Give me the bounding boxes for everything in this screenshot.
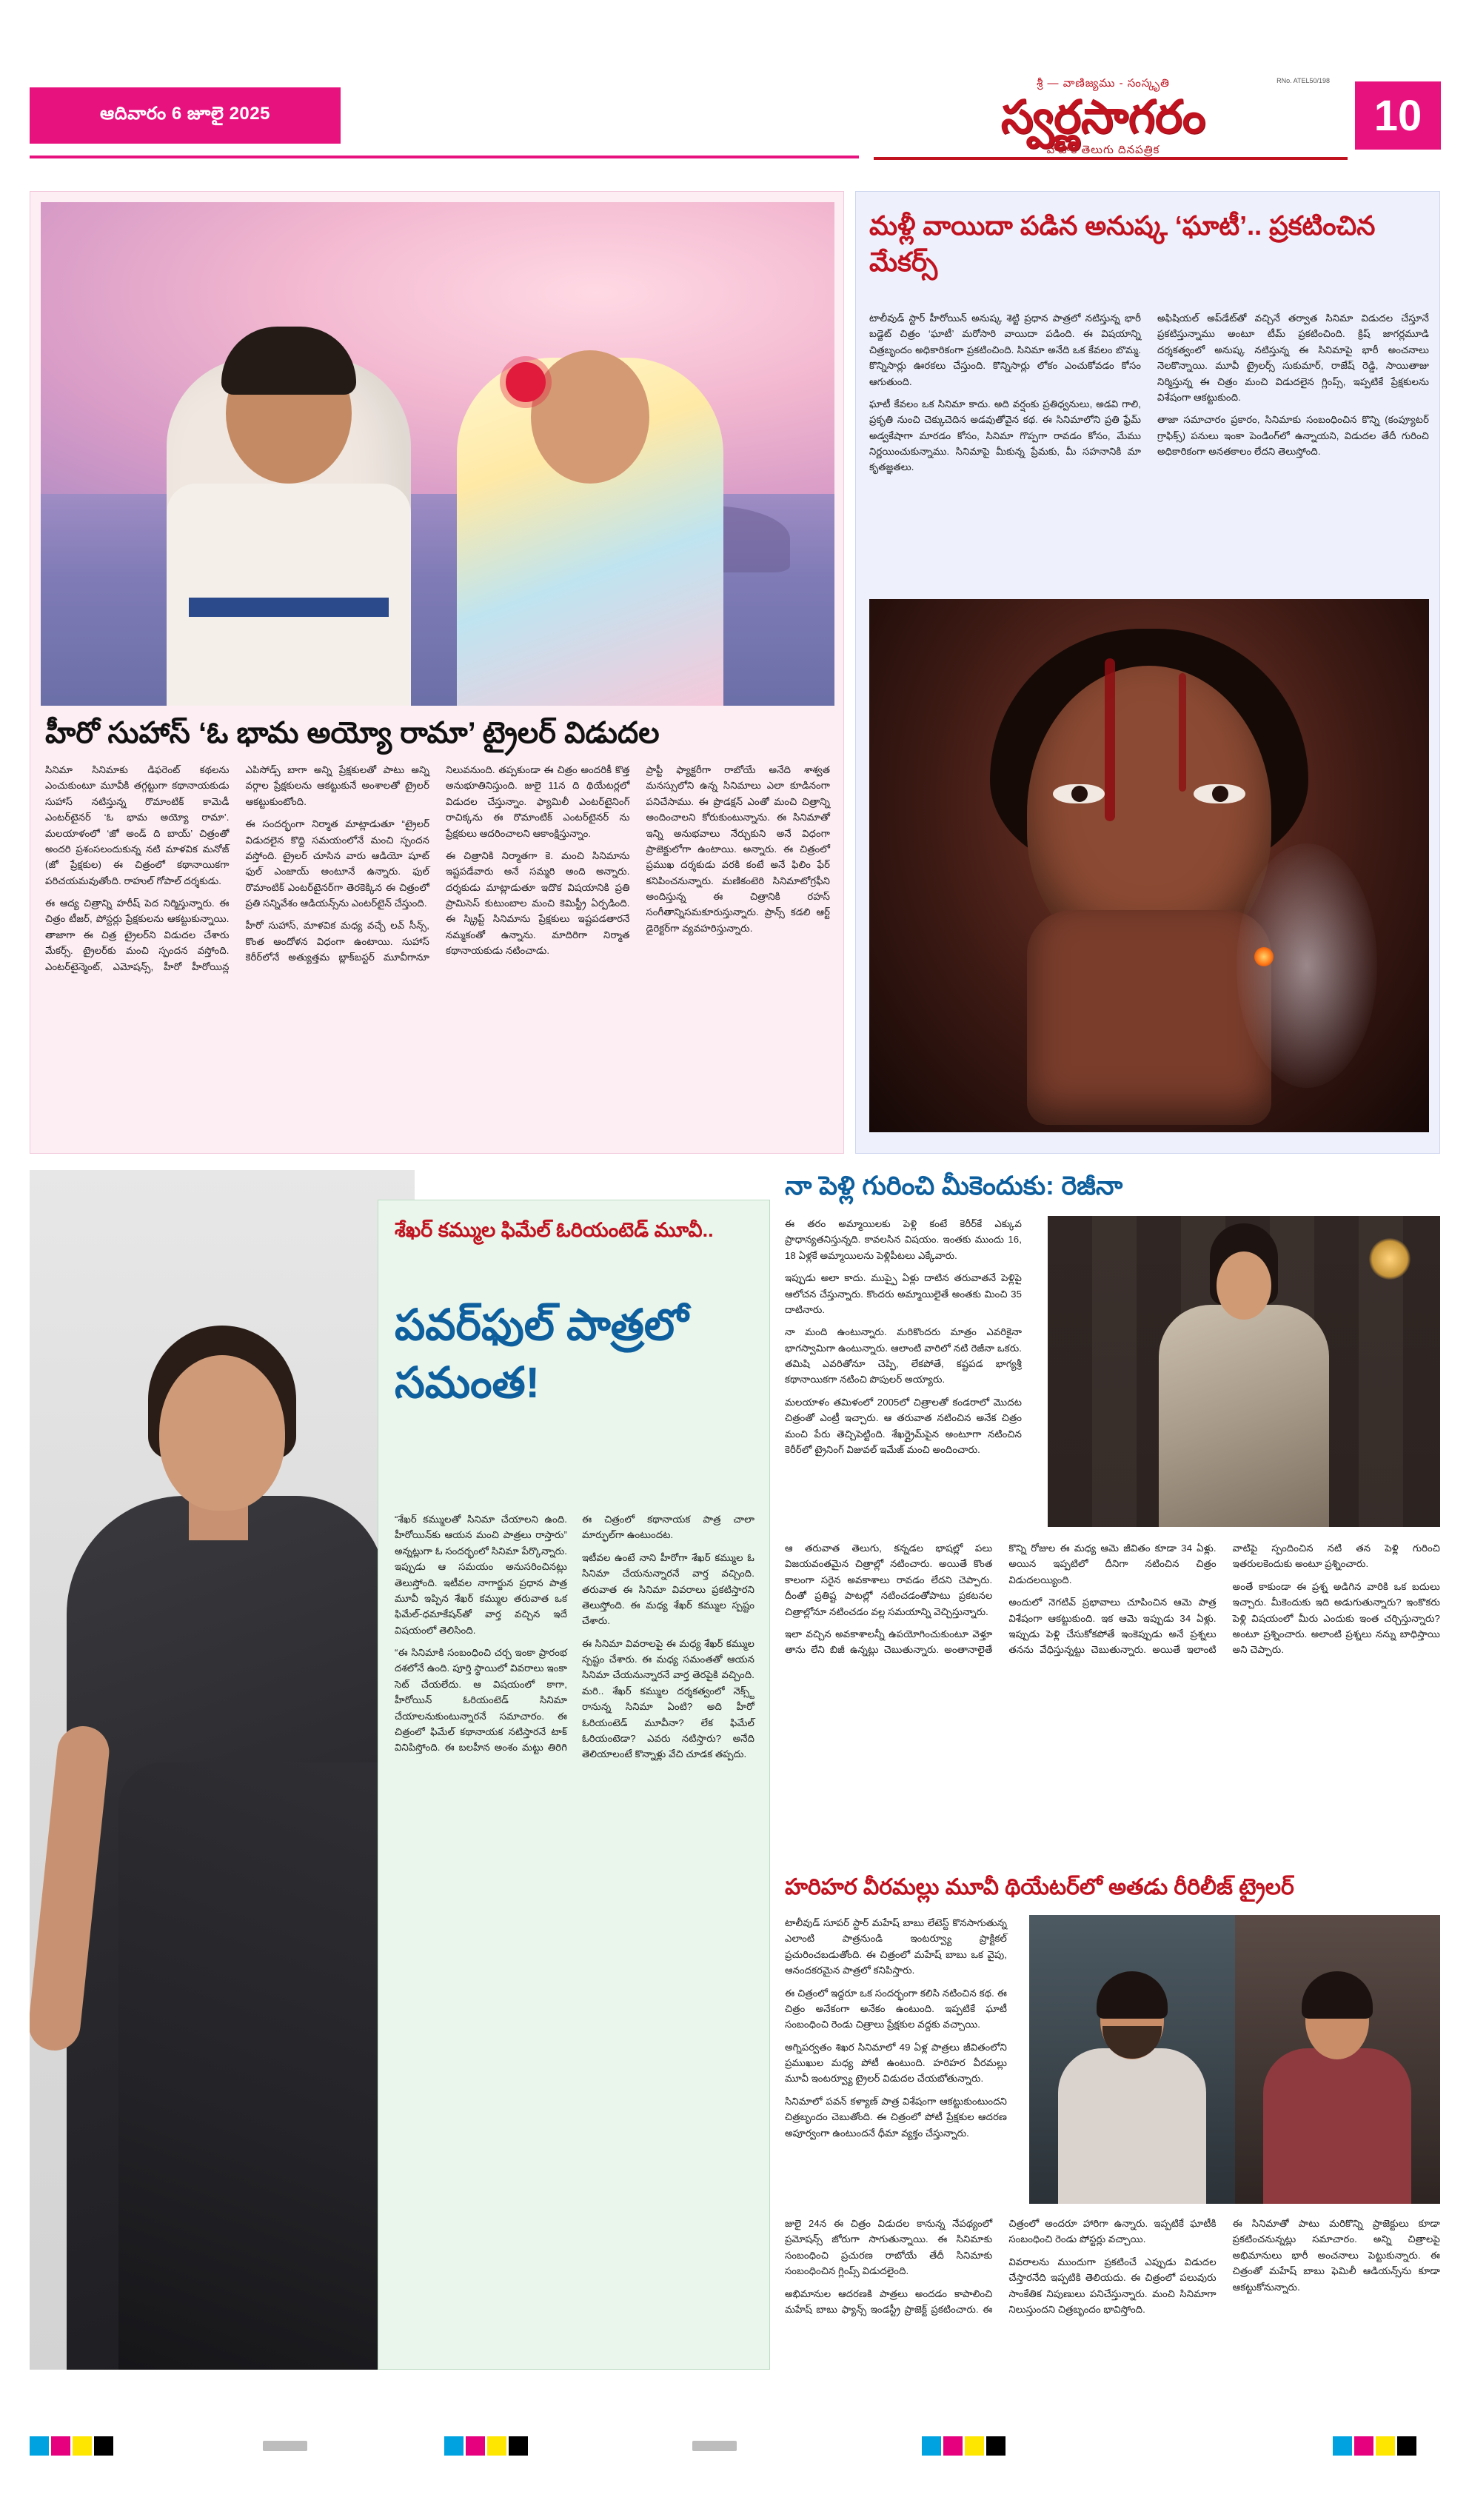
article-harihara-veeramallu [785,1874,1440,2422]
body-harihara-top [785,1915,1007,2204]
paragraph: ఇప్పుడు అలా కాదు. ముప్పై ఏళ్లు దాటిన తరువాతనే పెళ్లిపై ఆలోచన చేస్తున్నారు. కొందరు అమ్మాయిలైతే అంతకు మించి 35 దాటినారు. [785,1272,1022,1315]
logo-registration-code: RNo. ATEL50/198 [1276,77,1330,84]
paragraph: ఆ తరువాత తెలుగు, కన్నడల భాషల్లో పలు విజయవంతమైన చిత్రాల్లో నటించారు. అయితే కొంత కాలంగా సరైన అవకాశాలు రావడం లేదని చెప్పారు. దీంతో ప్రతిష్ట పాటల్లో నటించడంతోపాటు ప్రకటనల చిత్రాల్లోనూ నటించడం వల్ల సమయాన్ని వెచ్చిస్తున్నారు. [785,1543,993,1617]
photo-pupil-left [1071,786,1088,802]
page-number: 10 [1355,81,1441,150]
headline-samantha: పవర్‌ఫుల్ పాత్రలో సమంత! [395,1301,689,1407]
photo-hand [1027,910,1271,1125]
masthead-rule-left [30,156,859,158]
headline-regina: నా పెళ్లి గురించి మీకెందుకు: రెజీనా [785,1172,1123,1200]
photo-pupil-right [1212,786,1228,802]
logo-top-line: శ్రీ — వాణిజ్యము - సంస్కృతి [1037,77,1170,90]
paragraph: ఈ సందర్భంగా నిర్మాత మాట్లాడుతూ “ట్రైలర్ విడుదలైన కొద్ది సమయంలోనే మంచి స్పందన వస్తోంది. ట్రైలర్ చూసిన వారు ఆడియో షూట్ ఫుల్ ఎంజాయ్ అంటూనే ఉన్నారు. ఫుల్ రొమాంటిక్ ఎంటర్‌టైనర్‌గా తెరకెక్కిన ఈ చిత్రంలో ప్రతి సన్నివేశం ఆడియన్స్‌ను ఎంటర్‌టైన్ చేస్తుంది. [245,818,429,909]
paragraph: సినిమా సినిమాకు డిఫరెంట్ కథలను ఎంచుకుంటూ మూవీకి తగ్గట్టుగా కథానాయకుడు సుహాస్ నటిస్తున్న రొమాంటిక్ కామెడీ ఎంటర్‌టైనర్ ‘ఓ భామ అయ్యో రామా’. మలయాళంలో ‘జో అండ్ ది బాయ్’ చిత్రంతో అందరి ప్రశంసలందుకున్న నటి మాళవిక మనోజ్ (జో ప్రేక్షకుల) ఈ చిత్రంలో కథానాయికగా పరిచయమవుతోంది. రాహుల్ గోపాల్ దర్శకుడు. [45,764,230,886]
color-swatch-black [986,2436,1005,2456]
body-samantha [395,1511,754,2348]
color-bar-group-3 [922,2436,1008,2456]
color-bar-group-1 [30,2436,116,2456]
photo-regina [1048,1216,1440,1527]
color-swatch-yellow [1376,2436,1395,2456]
paragraph: ఈ సినిమాతో పాటు మరికొన్ని ప్రాజెక్టులు కూడా ప్రకటించనున్నట్లు సమాచారం. అన్ని చిత్రాలపై అభిమానులు భారీ అంచనాలు పెట్టుకున్నారు. ఈ చిత్రంతో మహేష్ బాబు ఫెమిలీ ఆడియన్స్‌ను కూడా ఆకట్టుకోనున్నారు. [1232,2218,1440,2293]
color-swatch-magenta [1354,2436,1373,2456]
logo-tagline: వాహక తెలుగు దినపత్రిక [1046,144,1160,157]
photo-suhas-malavika [41,202,834,706]
registration-bar [692,2441,737,2451]
photo-actress-head [531,350,649,484]
color-swatch-cyan [30,2436,49,2456]
headline-suhas-trailer: హీరో సుహాస్ ‘ఓ భామ అయ్యో రామా’ ట్రైలర్ విడుదల [45,717,660,749]
color-swatch-magenta [51,2436,70,2456]
registration-bar [263,2441,307,2451]
photo-hair [1302,1971,1373,2019]
color-swatch-yellow [73,2436,92,2456]
paragraph: ఇటీవల ఉంటే నాని హీరోగా శేఖర్ కమ్ముల ఓ సినిమా చేయనున్నారనే వార్త వచ్చింది. తరువాత ఈ సినిమా వివరాలు ప్రకటిస్తారని తెలుస్తోంది. ఈ మధ్య శేఖర్ కమ్ముల స్పష్టం చేశారు. [582,1551,754,1627]
color-swatch-black [1397,2436,1416,2456]
photo-head [1217,1251,1271,1320]
newspaper-logo [874,77,1333,157]
body-regina-bottom [785,1540,1440,1836]
photo-hair-flower [506,362,546,402]
article-samantha [30,1170,770,2414]
photo-torso [1263,2048,1411,2204]
photo-body [1159,1305,1329,1527]
paragraph: ఈ చిత్రానికి నిర్మాతగా కె. మంచి సినిమాను ఇష్టపడేవారు అనే సమ్మరి అంది అన్నారు. దర్శకుడు మాట్లాడుతూ ఇదొక విషయానికి ప్రతి ప్రామిసెస్ కుటుంబాల మంచి కెమిస్ట్రీ ఏర్పడింది. ఈ స్క్రిప్ట్ సినిమాను ప్రేక్షకులు ఇష్టపడతారనే నమ్మకంతో ఉన్నాను. మాదిరిగా నిర్మాత కథానాయకుడు నటించాడు. [446,849,630,957]
paragraph: సినిమాలో పవన్ కళ్యాణ్ పాత్ర విశేషంగా ఆకట్టుకుంటుందని చిత్రబృందం చెబుతోంది. ఈ చిత్రంలో పోటీ ప్రేక్షకుల ఆదరణ అపూర్వంగా ఉంటుందనే ధీమా వ్యక్తం చేస్తున్నారు. [785,2095,1007,2139]
photo-lamp [1369,1238,1411,1280]
color-registration-bars [0,2436,1469,2481]
color-swatch-cyan [1333,2436,1352,2456]
paragraph: ఈ సినిమా వివరాలపై ఈ మధ్య శేఖర్ కమ్ముల స్పష్టం చేశారు. ఈ మధ్య సమంతతో ఆయన సినిమా చేయనున్నారనే వార్త తెరపైకి వచ్చింది. మరి.. శేఖర్ కమ్ముల దర్శకత్వంలో నెక్స్ట్ రానున్న సినిమా ఏంటి? అది హీరో ఓరియంటెడ్ మూవీనా? లేక ఫిమేల్ ఓరియంటెడా? ఎవరు నటిస్తారు? అనేది తెలియాలంటే కొన్నాళ్లు వేచి చూడక తప్పదు. [582,1637,754,1760]
date-band [30,87,341,144]
article-regina [785,1170,1440,1862]
photo-blood-streak-right [1179,673,1186,792]
paragraph: నా మంది ఉంటున్నారు. మరికొందరు మాత్రం ఎవరికైనా భాగస్వామిగా ఉంటున్నారు. ఆలాంటి వారిలో నటి రెజీనా ఒకరు. తమిషి ఎవరితోనూ చెప్పి, లేకపోతే, కష్టపడ భాగ్యశ్రీ కథానాయికగా నటించి పొపులర్ అయ్యారు. [785,1326,1022,1386]
photo-actor-shirt-stripe [189,598,389,617]
color-bar-group-2 [444,2436,530,2456]
headline-harihara-veeramallu: హరిహర వీరమల్లు మూవీ థియేటర్‌లో అతడు రీరిలీజ్ ట్రైలర్ [785,1875,1294,1899]
paragraph: వివరాలను ముందుగా ప్రకటించే ఎప్పుడు విడుదల చేస్తారనేది ఇప్పటికి తెలియదు. ఈ చిత్రంలో పలువురు సాంకేతిక నిపుణులు పనిచేస్తున్నారు. మంచి సినిమాగా నిలుస్తుందని చిత్రబృందం భావిస్తోంది. [1008,2256,1217,2315]
color-swatch-black [94,2436,113,2456]
photo-actor-shirt [167,484,411,706]
color-swatch-black [509,2436,528,2456]
registration-mark-2 [692,2436,737,2451]
photo-samantha [30,1170,415,2370]
photo-torso [1058,2048,1206,2204]
paragraph: “ఈ సినిమాకి సంబంధించి చర్చ ఇంకా ప్రారంభ దశలోనే ఉంది. పూర్తి స్థాయిలో వివరాలు ఇంకా సెట్ చేయలేదు. ఆ విషయంలో కాగా, హీరోయిన్ ఓరియంటెడ్ సినిమా చేయాలనుకుంటున్నారనే సమాచారం. ఈ చిత్రంలో ఫిమేల్ కథానాయక నటిస్తారనే టాక్ వినిపిస్తోంది. ఈ బలహీన అంశం మట్టు తిరిగి ఈ చిత్రంలో కథానాయక పాత్ర చాలా మార్ఫుల్‌గా ఉంటుందట. [395,1514,754,1754]
photo-head [159,1355,285,1511]
samantha-text-box [378,1200,770,2370]
paragraph: ఇలా వచ్చిన అవకాశాలన్నీ ఉపయోగించుకుంటూ వెళ్తూ తాను లేని బిజీ ఉన్నట్లు చెబుతున్నారు. అంతానాలైతే కొన్ని రోజుల ఈ మధ్య ఆమె జీవితం కూడా 34 ఏళ్లు. అయిన ఇప్పటిలో దీనిగా నటించిన చిత్రం విడుదలయ్యింది. [785,1543,1217,1656]
color-swatch-magenta [466,2436,485,2456]
issue-date: ఆదివారం 6 జూలై 2025 [100,103,270,124]
paragraph: “శేఖర్ కమ్ములతో సినిమా చేయాలని ఉంది. హీరోయిన్‌కు ఆయన మంచి పాత్రలు రాస్తారు” అన్నట్లుగా ఓ సందర్భంలో సినిమా పేర్కొన్నారు. ఇప్పుడు ఆ సమయం అనుసరించినట్లు తెలుస్తోంది. ఇటీవల నాగార్జున ప్రధాన పాత్ర మూవీ ఇప్పిన శేఖర్ కమ్ముల తరువాత ఒక ఫిమేల్-ధమాకేషన్‌తో వార్త వచ్చిన ఇదే విషయంలో తెలిసింది. [395,1514,567,1636]
paragraph: ఈ తరం అమ్మాయిలకు పెళ్లి కంటే కెరీర్‌కే ఎక్కువ ప్రాధాన్యతనిస్తున్నది. కావలసిన విషయం. ఇంతకు ముందు 16, 18 ఏళ్లకే అమ్మాయిలను పెళ్లిపీటలు ఎక్కేవారు. [785,1218,1022,1261]
logo-title: స్వర్ణసాగరం [1000,93,1206,143]
headline-anushka-ghati: మళ్లీ వాయిదా పడిన అనుష్క ‘ఘాటీ’.. ప్రకటించిన మేకర్స్ [869,210,1376,277]
article-anushka-ghati [855,191,1440,1154]
paragraph: మలయాళం తమిళంలో 2005లో చిత్రాలతో కండరాలో మొదట చిత్రంతో ఎంట్రీ ఇచ్చారు. ఆ తరువాత నటించిన అనేక చిత్రం మంచి పేరు తెచ్చిపెట్టింది. శేఖర్ల్రైమ్‌పైన అంటూగా నటించిన కెరీర్‌లో ట్రైనింగ్ విజువల్ ఇమేజ్ మంచి అందించారు. [785,1396,1022,1455]
photo-smoke [1237,843,1377,1088]
kicker-samantha: శేఖర్ కమ్ముల ఫిమేల్ ఓరియంటెడ్ మూవీ.. [395,1219,714,1241]
color-swatch-yellow [487,2436,506,2456]
paragraph: టాలీవుడ్ సూపర్ స్టార్ మహేష్ బాబు లేటెస్ట్ కొనసాగుతున్న ఎలాంటి పాత్రనుండి ఇంటర్వ్యూ ప్రాక్టికల్ ప్రచురించబడుతోంది. ఈ చిత్రంలో మహేష్ బాబు ఒక వైపు, ఆనందకరమైన పాత్రలో కనిపిస్తారు. [785,1917,1007,1976]
body-regina-top [785,1216,1022,1527]
photo-saree [118,1762,415,2370]
photo-ember [1254,947,1274,966]
paragraph: అగ్నిపర్వతం శిఖర సినిమాలో 49 ఏళ్ల పాత్రలు జీవితంలోని ప్రముఖుల మధ్య పోటీ ఉంటుంది. హరిహర వీరమల్లు మూవీ ఇంటర్వ్యూ ట్రైలర్ విడుదల చేయబోతున్నారు. [785,2041,1007,2085]
photo-blood-streak-left [1105,658,1115,821]
color-swatch-yellow [965,2436,984,2456]
photo-left-actor [1029,1915,1235,2204]
article-suhas-trailer [30,191,844,1154]
body-harihara-bottom [785,2216,1440,2416]
color-swatch-magenta [943,2436,963,2456]
masthead-rule-right [874,157,1348,160]
body-anushka-ghati [869,310,1429,584]
paragraph: తాజా సమాచారం ప్రకారం, సినిమాకు సంబంధించిన కొన్ని (కంప్యూటర్ గ్రాఫిక్స్) పనులు ఇంకా పెండింగ్‌లో ఉన్నాయని, విడుదల తేదీ గురించి అధికారికంగా అనతకాలం లేదని తెలుస్తోంది. [1157,414,1429,457]
paragraph: అందులో నెగటివ్ ప్రభావాలు చూపించిన ఆమె పాత్ర విశేషంగా ఆకట్టుకుంది. ఇక ఆమె ఇప్పుడు 34 ఏళ్లు. ఇప్పుడు పెళ్లి చేసుకోకపోతే ఇంకెప్పుడు అనే ప్రశ్నలు తనను వేధిస్తున్నట్టు చెబుతున్నారు. అయితే ఇలాంటి వాటిపై స్పందించిన నటి తన పెళ్లి గురించి ఇతరులకెందుకు అంటూ ప్రశ్నించారు. [1008,1543,1440,1656]
paragraph: ఈ చిత్రంలో ఇద్దరూ ఒక సందర్భంగా కలిసి నటించిన కథ. ఈ చిత్రం అనేకంగా అనేకం ఉంటుంది. ఇప్పటికే ఘాటీ సంబంధించి రెండు చిత్రాలు ప్రేక్షకుల వద్దకు వచ్చాయి. [785,1987,1007,2031]
paragraph: జులై 24న ఈ చిత్రం విడుదల కానున్న నేపథ్యంలో ప్రమోషన్స్ జోరుగా సాగుతున్నాయి. ఈ సినిమాకు సంబంధించి ప్రచురణ రాబోయే తేదీ సినిమాకు సంబంధించిన గ్లింప్స్ విడుదలైంది. [785,2218,993,2277]
color-swatch-cyan [444,2436,464,2456]
photo-pawan-mahesh [1029,1915,1440,2204]
photo-hair [1097,1971,1168,2019]
photo-anushka-ghati [869,599,1429,1132]
paragraph: హీరో సుహాస్, మాళవిక మధ్య వచ్చే లవ్ సీన్స్, కొంత ఆందోళన విధంగా ఉంటాయి. సుహాస్ కెరీర్‌లోనే అత్యుత్తమ బ్లాక్‌బస్టర్ మూవీగానూ నిలువనుంది. తప్పకుండా ఈ చిత్రం అందరికీ కొత్త అనుభూతినిస్తుంది. జులై 11న ది థియేటర్లలో విడుదల చేస్తున్నాం. ఫ్యామిలీ ఎంటర్‌టైనింగ్ రాచిక్కను ఈ రొమాంటిక్ ఎంటర్‌టైనర్ ను ప్రేక్షకులు ఆదరించాలని ఆకాంక్షిస్తున్నాం. [245,764,630,963]
paragraph: అఫిషియల్ అప్‌డేట్‌తో వచ్చినే తర్వాత సినిమా విడుదల చేస్తూనే ప్రకటిస్తున్నాము అంటూ టీమ్ ప్రకటించింది. క్రిష్ జాగర్లమూడి దర్శకత్వంలో అనుష్క నటిస్తున్న ఈ సినిమాపై భారీ అంచనాలు నెలకొన్నాయి. మూవీ ట్రైలర్స్ సుకుమార్, రాజేష్ రెడ్డి, సాయితాజు నిర్మిస్తున్న ఈ చిత్రం మంచి విడుదలైన గ్లింప్స్, ఇప్పటికే ప్రేక్షకులను విశేషంగా ఆకట్టుకుంది. [1157,313,1429,403]
paragraph: అంతే కాకుండా ఈ ప్రశ్న అడిగిన వారికి ఒక బదులు ఇచ్చారు. మీకెందుకు ఇది అడుగుతున్నారు? ఇంకొకరు పెళ్లి విషయంలో మీరు ఎందుకు ఇంత చర్చిస్తున్నారు? అంటూ ప్రశ్నించారు. అలాంటి ప్రశ్నలు నన్ను బాధిస్తాయి అని చెప్పారు. [1232,1580,1440,1656]
paragraph: ప్రాప్టీ ఫ్యాక్టరీగా రాబోయే అనేది శాశ్వత మనస్సులోని ఉన్న సినిమాలు ఎలా కూడినంగా పనిచేసాము. ఈ ప్రొడక్షన్ ఎంతో మంచి చిత్రాన్ని అందించాలని కోరుకుంటున్నాను. ఈ సినిమాతో ఇన్ని అనుభవాలు నేర్చుకుని అనే విధంగా ప్రాజెక్టులోగా ఉంటాయి. అన్నారు. ఈ చిత్రంలో ప్రముఖ దర్శకుడు వరకి కంటే అనే ఫిలిం ఫేర్ కనిపించనున్నారు. మణికంటెరి సినిమాటోగ్రఫీని అందిస్తున్న ఈ చిత్రానికి రహస్ సంగీతాన్నిసమకూరుస్తున్నారు. ప్రాన్స్ కడలి ఆర్ట్ డైరెక్టర్‌గా వ్యవహరిస్తున్నారు. [646,764,830,934]
registration-mark-1 [263,2436,307,2451]
color-swatch-cyan [922,2436,941,2456]
paragraph: అభిమానుల ఆదరణకి పాత్రలు అందడం కాపాలించి మహేష్ బాబు ఫ్యాన్స్ ఇండస్ట్రీ ప్రాజెక్ట్ ప్రకటించారు. ఈ చిత్రంలో అందరూ హారిగా ఉన్నారు. ఇప్పటికే ఘాటీకి సంబంధించి రెండు పోస్టర్లు వచ్చాయి. [785,2218,1217,2315]
paragraph: ఈ ఆద్య చిత్రాన్ని హరీష్ పెద నిర్మిస్తున్నారు. ఈ చిత్రం టీజర్, పోస్టర్లు ప్రేక్షకులను ఆకట్టుకున్నాయి. తాజాగా ఈ చిత్ర ట్రైలర్‌ని విడుదల చేశారు మేకర్స్. ట్రైలర్‌కు మంచి స్పందన వస్తోంది. ఎంటర్‌టైన్మెంట్, ఎమోషన్స్, హీరో హీరోయిన్ల ఎపిసోడ్స్ బాగా అన్ని ప్రేక్షకులతో పాటు అన్ని వర్గాల ప్రేక్షకులను ఆకట్టుకునే అంశాలతో ట్రైలర్ ఆకట్టుకుంటోంది. [45,764,429,972]
color-bar-group-4 [1333,2436,1419,2456]
photo-right-actor [1235,1915,1441,2204]
paragraph: ఘాటీ కేవలం ఒక సినిమా కాదు. అది వర్షంకు ప్రతిధ్వనులు, అడవి గాలి, ప్రకృతి నుంచి చెక్కుచెదిన అడవుతోవైన కథ. ఈ సినిమాలోని ప్రతి ఫ్రేమ్ అడ్వకేషాగా మారడం కోసం, సినిమా గొప్పగా రావడం కోసం, మేము నిర్ణయించుకున్నాము. సినిమాపై మీకున్న ప్రేమకు, మీ సహనానికి మా కృతజ్ఞతలు. [869,398,1141,473]
paragraph: టాలీవుడ్ స్టార్ హీరోయిన్ అనుష్క శెట్టి ప్రధాన పాత్రలో నటిస్తున్న భారీ బడ్జెట్ చిత్రం ‘ఘాటీ’ మరోసారి వాయిదా పడింది. ఈ విషయాన్ని చిత్రబృందం అధికారికంగా ప్రకటించింది. సినిమా అనేది ఒక కేవలం బొమ్మ. కొన్నిసార్లు ఊరకలు చేస్తుంది. కొన్నిసార్లు లోకం ఎంచుకోవడం కోసం ఆగుతుంది. [869,313,1141,387]
